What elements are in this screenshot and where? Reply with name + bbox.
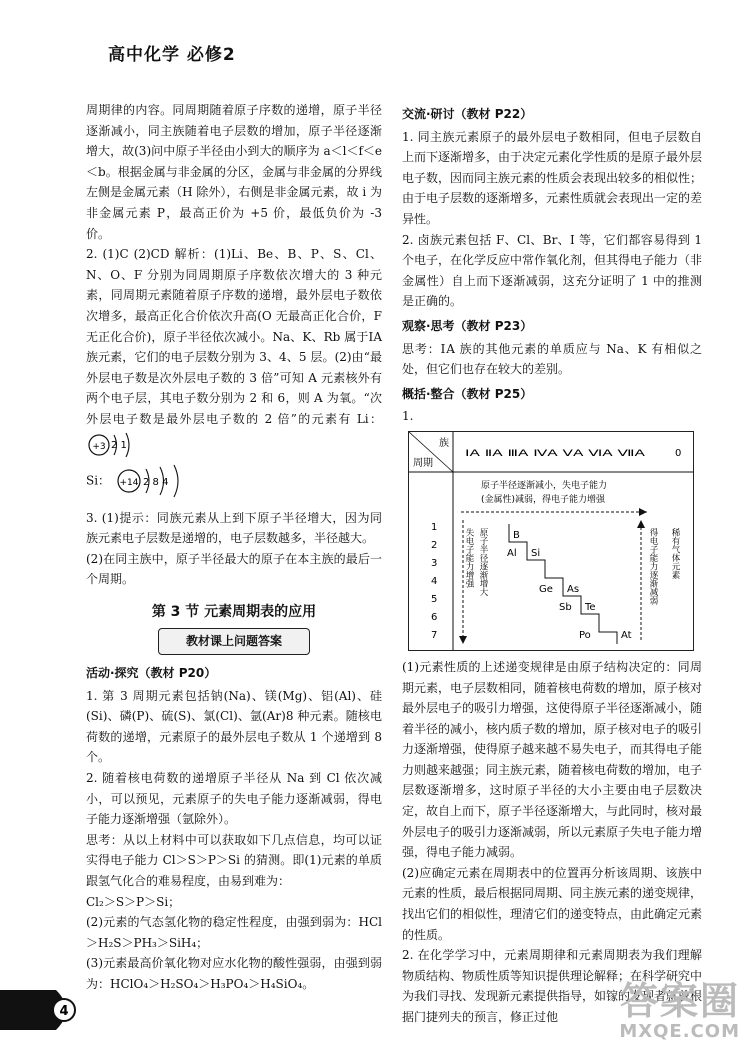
section-title: 第 3 节 元素周期表的应用: [151, 603, 317, 620]
period-3: 3: [431, 557, 438, 569]
element-as: As: [567, 583, 580, 595]
period-1: 1: [431, 521, 438, 533]
think-answer-order-1: Cl₂＞S＞P＞Si；: [86, 894, 181, 909]
summary-answer-1: (1)元素性质的上述递变规律是由原子结构决定的：同周期元素，电子层数相同，随着核电荷数的增加，原子核对最外层电子的吸引力增强，这使得原子半径逐渐减小，随着半径的减小，核内质子数的增加，原子核对电子的吸引力逐渐增强，使得原子越来越不易失电子，而其得电子能力则越来越强；同主族元素，随着核电荷数的增加，电子层数逐渐增多，这时原子半径的大小主要由电子层数决定，故自上而下，原子半径逐渐增大，与此同时，核对最外层电子的吸引力逐渐减弱，所以元素原子失电子能力增强，得电子能力减弱。: [402, 659, 703, 860]
observe-heading: 观察·思考（教材 P23）: [402, 318, 533, 333]
watermark-line-2: MXQE.COM: [619, 1021, 740, 1042]
period-5: 5: [431, 593, 438, 605]
watermark-line-1: 答案圈: [619, 979, 740, 1023]
element-po: Po: [579, 629, 591, 641]
period-labels: [431, 522, 437, 641]
exchange-answer-1: 1. 同主族元素原子的最外层电子数相同，但电子层数自上而下逐渐增多，由于决定元素化学性质的是原子最外层电子数，因而同主族元素的性质会表现出较多的相似性；由于电子层数的逐渐增多，元素性质就会表现出一定的差异性。: [402, 129, 703, 226]
periodic-trend-svg: [409, 432, 693, 650]
period-7: 7: [431, 629, 438, 641]
think-answer-order-3: (3)元素最高价氧化物对应水化物的酸性强弱，由强到弱为：HClO₄＞H₂SO₄＞H₃PO₄＞H₄SiO₄。: [86, 956, 382, 991]
li-shell-electrons: 2 1: [111, 439, 127, 451]
answer-section-badge: 教材课上问题答案: [158, 628, 310, 655]
li-nucleus-label: +3: [92, 441, 106, 452]
element-si: Si: [531, 547, 541, 559]
page-number: 4: [59, 1004, 69, 1019]
right-column: [402, 100, 702, 1028]
element-sb: Sb: [559, 601, 572, 613]
activity-answer-2: 2. 随着核电荷数的递增原子半径从 Na 到 Cl 依次减小，可以预见，元素原子的失电子能力逐渐减弱，得电子能力逐渐增强（氩除外）。: [86, 771, 382, 827]
summary-item-number: 1.: [402, 409, 414, 424]
left-trend-note-2: 原子半径逐渐增大: [478, 527, 488, 596]
li-atom-diagram: [86, 430, 142, 460]
right-trend-note-2: 稀有气体元素: [670, 527, 680, 579]
summary-answer-3: 2. 在化学学习中，元素周期律和元素周期表为我们理解物质结构、物质性质等知识提供理论解释；在科学研究中为我们寻找、发现新元素提供指导，如镓的发现者就曾根据门捷列夫的预言，修正过他: [402, 948, 703, 1024]
element-te: Te: [585, 601, 596, 613]
right-trend-note-1: 得电子能力逐渐减弱: [648, 527, 658, 605]
group-zero-header: 0: [675, 447, 682, 459]
exchange-answer-2: 2. 卤族元素包括 F、Cl、Br、I 等，它们都容易得到 1 个电子，在化学反应中常作氧化剂，但其得电子能力（非金属性）自上而下逐渐减弱，这充分证明了 1 中的推测是正确的。: [402, 232, 703, 309]
corner-label-period: 周期: [413, 457, 433, 469]
element-b: B: [513, 529, 520, 541]
corner-label-group: 族: [439, 437, 449, 449]
summary-answer-2: (2)应确定元素在周期表中的位置再分析该周期、该族中元素的性质，最后根据同周期、同主族元素的递变规律，找出它们的相似性，理清它们的递变特点，由此确定元素的性质。: [402, 865, 703, 942]
observe-answer: 思考：ⅠA 族的其他元素的单质应与 Na、K 有相似之处，但它们也存在较大的差别。: [402, 341, 702, 377]
si-prefix: Si：: [86, 473, 111, 487]
trend-note-top-1: 原子半径逐渐减小，失电子能力: [481, 480, 608, 491]
period-6: 6: [431, 611, 438, 623]
period-4: 4: [431, 575, 438, 587]
watermark: [619, 981, 740, 1042]
si-nucleus-label: +14: [119, 477, 139, 488]
periodic-trend-table: [408, 431, 694, 651]
paragraph-answer-3-1: 3. (1)提示：同族元素从上到下原子半径增大，因为同族元素电子层数是递增的，电子层数越多，半径越大。: [86, 510, 382, 546]
paragraph-answer-continuation: 周期律的内容。同周期随着原子序数的递增，原子半径逐渐减小，同主族随着电子层数的增加，原子半径逐渐增大，故(3)问中原子半径由小到大的顺序为 a＜l＜f＜e＜b。根据金属与非金属的分区，金属与非金属的分界线左侧是金属元素（H 除外），右侧是非金属元素，故 i 为非金属元素 P，最高正价为 +5 价，最低负价为 -3 价。: [86, 103, 382, 241]
element-at: At: [621, 629, 632, 641]
paragraph-answer-3-2: (2)在同主族中，原子半径最大的原子在本主族的最后一个周期。: [86, 551, 382, 587]
activity-answer-1: 1. 第 3 周期元素包括钠(Na)、镁(Mg)、铝(Al)、硅(Si)、磷(P)、硫(S)、氯(Cl)、氩(Ar)8 种元素。随核电荷数的递增，元素原子的最外层电子数从 1 个递增到 8 个。: [86, 688, 382, 765]
element-ge: Ge: [539, 583, 553, 595]
page-number-badge: [0, 990, 80, 1030]
trend-note-top-2: (金属性)减弱，得电子能力增强: [481, 494, 606, 505]
si-atom-diagram: [114, 464, 194, 498]
exchange-heading: 交流·研讨（教材 P22）: [402, 107, 533, 121]
boundary-elements: [507, 530, 632, 641]
left-trend-note-1: 失电子能力增强: [464, 527, 474, 588]
group-headers: ⅠA ⅡA ⅢA ⅣA ⅤA ⅥA ⅦA: [465, 448, 647, 459]
period-2: 2: [431, 539, 438, 551]
element-al: Al: [507, 547, 517, 559]
page-header-title: 高中化学 必修2: [108, 45, 236, 65]
answer-2-text: 2. (1)C (2)CD 解析：(1)Li、Be、B、P、S、Cl、N、O、F 分别为同周期原子序数依次增大的 3 种元素，同周期元素随着原子序数的递增，最外层电子数依次增多，最高正化合价依次升高(O 无最高正化合价，F 无正化合价)，原子半径依次减小。Na、K、Rb 属于ⅠA 族元素，它们的电子层数分别为 3、4、5 层。(2)由“最外层电子数是次外层电子数的 3 倍”可知 A 元素核外有两个电子层，其电子数分别为 2 和 6，则 A 为氧。“次外层电子数是最外层电子数的 2 倍”的元素有 Li：: [86, 247, 382, 426]
page-number-shape: [0, 990, 80, 1030]
si-structure-line: [86, 464, 382, 498]
left-column: [86, 100, 382, 995]
paragraph-answer-2: [86, 244, 382, 459]
summary-heading: 概括·整合（教材 P25）: [402, 386, 533, 401]
think-answer-intro: 思考：从以上材料中可以获取如下几点信息，均可以证实得电子能力 Cl＞S＞P＞Si 的猜测。即(1)元素的单质跟氢气化合的难易程度，由易到难为：: [86, 832, 382, 888]
si-shell-electrons: 2 8 4: [142, 476, 169, 488]
think-answer-order-2: (2)元素的气态氢化物的稳定性程度，由强到弱为：HCl＞H₂S＞PH₃＞SiH₄；: [86, 915, 382, 950]
activity-heading: 活动·探究（教材 P20）: [86, 666, 217, 681]
